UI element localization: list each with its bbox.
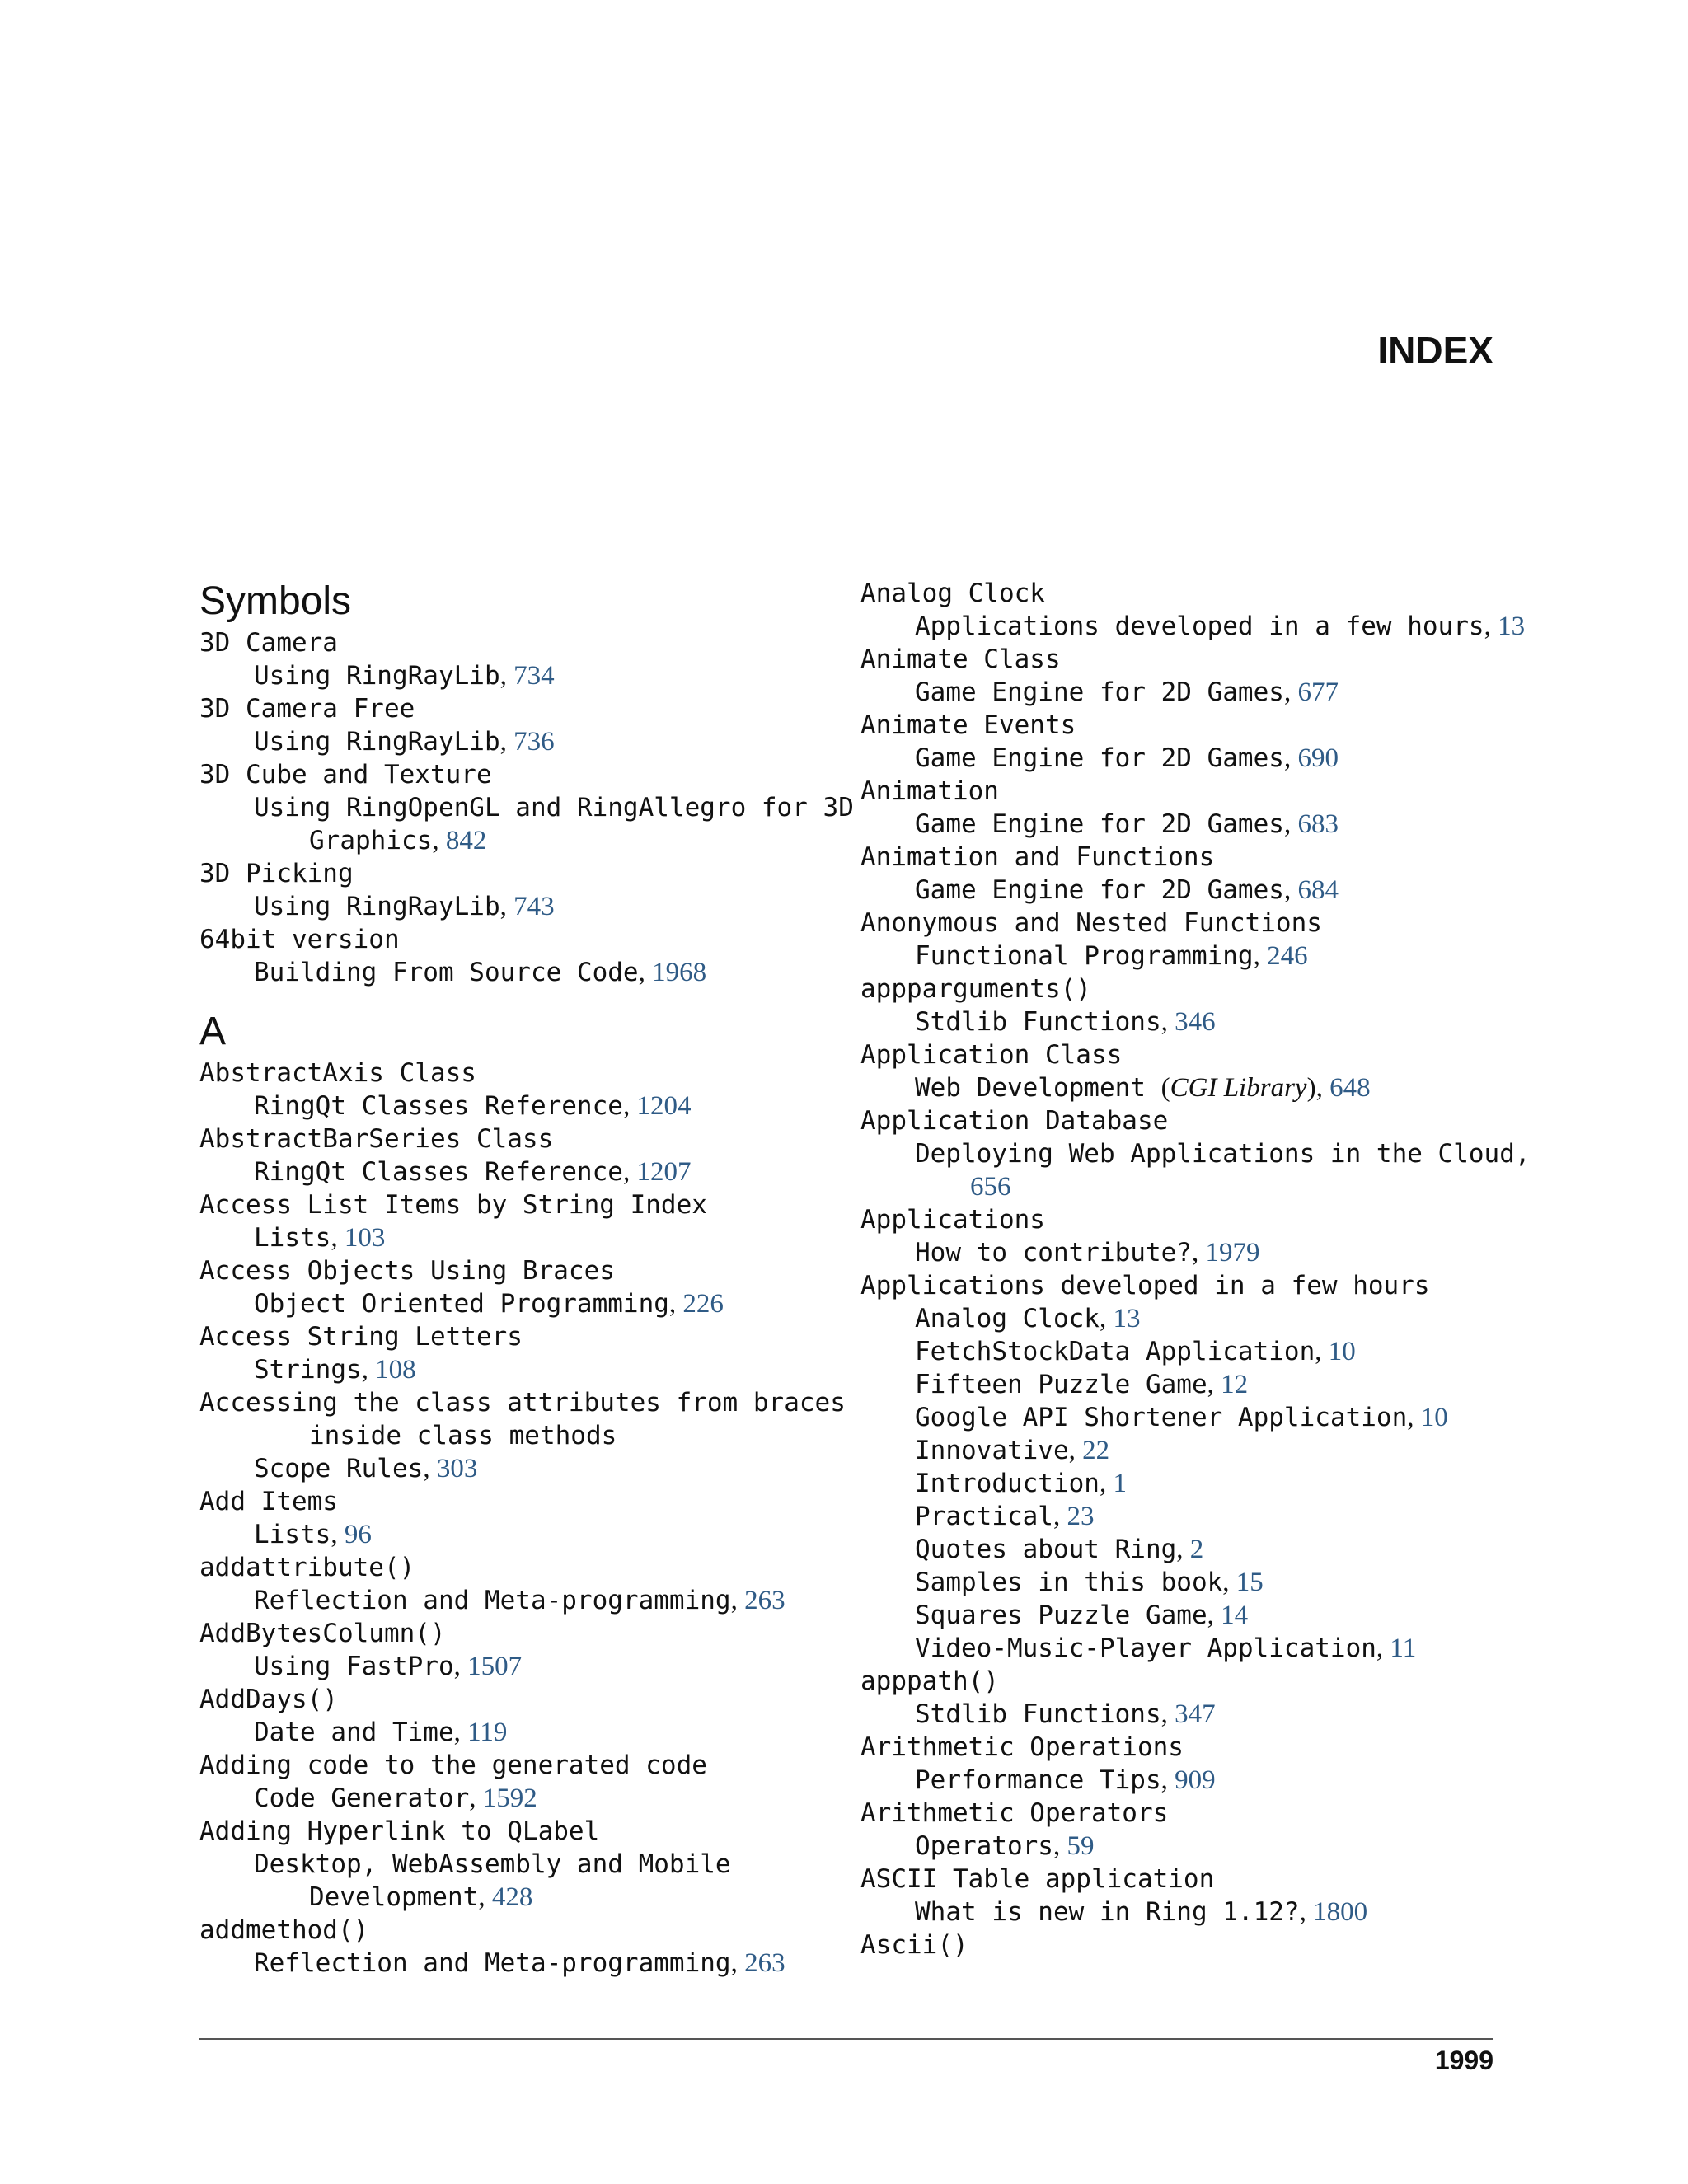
page-reference-link[interactable]: 656: [970, 1172, 1011, 1202]
index-entry: [199, 1485, 834, 1518]
entry-text: Stdlib Functions: [915, 1699, 1161, 1729]
index-column-left: [199, 577, 854, 1980]
index-subentry: Code Generator, 1592: [254, 1783, 537, 1813]
index-entry: [199, 1320, 834, 1353]
entry-text: Quotes about Ring: [915, 1535, 1177, 1564]
entry-text: Game Engine for 2D Games: [915, 743, 1284, 773]
page-reference-link[interactable]: 1592: [482, 1783, 537, 1813]
index-subentry: Game Engine for 2D Games, 683: [915, 809, 1339, 839]
entry-text: Using RingOpenGL and RingAllegro for 3D: [254, 793, 854, 823]
page-reference-link[interactable]: 246: [1267, 941, 1308, 971]
entry-text: Using RingRayLib: [254, 661, 500, 691]
entry-text: Practical: [915, 1502, 1053, 1531]
index-subentry: Google API Shortener Application, 10: [915, 1403, 1448, 1432]
index-entry: [860, 1929, 1503, 1961]
index-entry: [199, 1254, 834, 1287]
index-subentry: Functional Programming, 246: [915, 941, 1308, 971]
index-subentry: Operators, 59: [915, 1831, 1095, 1861]
page-reference-link[interactable]: 10: [1328, 1337, 1356, 1366]
entry-text: Operators: [915, 1831, 1053, 1861]
entry-text: Graphics: [309, 826, 433, 855]
page-reference-link[interactable]: 1507: [467, 1652, 523, 1681]
index-subentry: Samples in this book, 15: [915, 1568, 1264, 1597]
index-entry: [199, 857, 834, 890]
page-reference-link[interactable]: 648: [1329, 1073, 1371, 1103]
entry-text: Development: [309, 1882, 479, 1912]
page-reference-link[interactable]: 734: [513, 661, 555, 691]
entry-text: Game Engine for 2D Games: [915, 677, 1284, 707]
index-subentry: Using FastPro, 1507: [254, 1652, 523, 1681]
index-subentry: How to contribute?, 1979: [915, 1238, 1260, 1268]
page-reference-link[interactable]: 2: [1189, 1535, 1204, 1564]
index-subentry: Development, 428: [309, 1882, 533, 1912]
page-reference-link[interactable]: 23: [1067, 1502, 1095, 1531]
index-entry: [199, 1551, 834, 1584]
index-subentry: Lists, 96: [254, 1520, 372, 1549]
page-reference-link[interactable]: 683: [1297, 809, 1339, 839]
index-section-heading: A: [199, 1010, 227, 1053]
entry-text: Object Oriented Programming: [254, 1289, 669, 1319]
entry-text: Deploying Web Applications in the Cloud,: [915, 1139, 1531, 1169]
entry-text: Applications developed in a few hours: [860, 1271, 1430, 1301]
index-subentry: Scope Rules, 303: [254, 1454, 478, 1483]
entry-text: Desktop, WebAssembly and Mobile: [254, 1849, 731, 1879]
index-entry: [199, 626, 834, 659]
entry-text: Animate Events: [860, 710, 1076, 740]
index-subentry: Game Engine for 2D Games, 677: [915, 677, 1339, 707]
index-entry: [860, 972, 1503, 1005]
page-reference-link[interactable]: 263: [744, 1586, 785, 1615]
index-column-right: [860, 577, 1531, 1961]
index-subentry: Date and Time, 119: [254, 1718, 508, 1747]
entry-text: Animation: [860, 776, 999, 806]
index-subentry: Using RingRayLib, 743: [254, 892, 555, 921]
entry-text: AddBytesColumn(): [199, 1619, 446, 1648]
entry-text: Game Engine for 2D Games: [915, 875, 1284, 905]
page-reference-link[interactable]: 263: [744, 1948, 785, 1978]
index-entry: [199, 1617, 834, 1650]
entry-text: Application Database: [860, 1106, 1169, 1136]
index-entry: [860, 907, 1503, 940]
index-subentry: RingQt Classes Reference, 1204: [254, 1091, 692, 1121]
entry-text: AbstractAxis Class: [199, 1058, 476, 1088]
index-subentry: Stdlib Functions, 346: [915, 1007, 1216, 1037]
page-reference-link[interactable]: 119: [467, 1718, 508, 1747]
index-subentry: Innovative, 22: [915, 1436, 1110, 1465]
index-entry: [860, 1665, 1503, 1698]
entry-text: Web Development: [915, 1073, 1161, 1103]
entry-text: Access Objects Using Braces: [199, 1256, 615, 1286]
page-reference-link[interactable]: 690: [1297, 743, 1339, 773]
entry-text: Lists: [254, 1520, 331, 1549]
entry-text: AbstractBarSeries Class: [199, 1124, 554, 1154]
entry-text: Analog Clock: [860, 579, 1045, 608]
index-subentry: Practical, 23: [915, 1502, 1095, 1531]
page-title: INDEX: [1377, 329, 1493, 372]
index-entry: [860, 1863, 1503, 1896]
index-entry: [199, 1815, 834, 1848]
entry-text: Squares Puzzle Game: [915, 1601, 1207, 1630]
index-entry: [860, 1203, 1503, 1236]
index-subentry: Fifteen Puzzle Game, 12: [915, 1370, 1249, 1399]
entry-text: Using FastPro: [254, 1652, 454, 1681]
index-subentry: Stdlib Functions, 347: [915, 1699, 1216, 1729]
entry-text: Innovative: [915, 1436, 1069, 1465]
index-subentry: Using RingRayLib, 736: [254, 727, 555, 757]
entry-text: apppath(): [860, 1666, 999, 1696]
entry-text: Arithmetic Operators: [860, 1798, 1169, 1828]
entry-text: Scope Rules: [254, 1454, 424, 1483]
entry-text: Applications: [860, 1205, 1045, 1235]
page-reference-link[interactable]: 1979: [1205, 1238, 1260, 1268]
entry-text: Lists: [254, 1223, 331, 1253]
page-reference-link[interactable]: 22: [1082, 1436, 1110, 1465]
page-reference-link[interactable]: 428: [491, 1882, 533, 1912]
entry-text: 3D Camera Free: [199, 694, 415, 724]
entry-text: Strings: [254, 1355, 362, 1385]
entry-text: Applications developed in a few hours: [915, 612, 1484, 641]
page-reference-link[interactable]: 59: [1067, 1831, 1095, 1861]
entry-text: Add Items: [199, 1487, 338, 1516]
page-reference-link[interactable]: 10: [1420, 1403, 1448, 1432]
page-reference-link[interactable]: 736: [513, 727, 555, 757]
index-entry: [199, 923, 834, 956]
page-reference-link[interactable]: 1968: [652, 958, 707, 987]
page-reference-link[interactable]: 15: [1236, 1568, 1264, 1597]
entry-text: Fifteen Puzzle Game: [915, 1370, 1207, 1399]
page-reference-link[interactable]: 347: [1175, 1699, 1216, 1729]
index-subentry: [199, 791, 854, 824]
index-subentry: Analog Clock, 13: [915, 1304, 1141, 1333]
page-reference-link[interactable]: 108: [375, 1355, 416, 1385]
entry-text: 3D Cube and Texture: [199, 760, 492, 790]
index-entry: [199, 1122, 834, 1155]
page-reference-link[interactable]: 12: [1221, 1370, 1249, 1399]
page-reference-link[interactable]: 1800: [1313, 1897, 1368, 1927]
index-subentry: Introduction, 1: [915, 1469, 1127, 1498]
entry-text: FetchStockData Application: [915, 1337, 1315, 1366]
entry-text: Access List Items by String Index: [199, 1190, 707, 1220]
page-reference-link[interactable]: 1: [1113, 1469, 1127, 1498]
entry-text: Functional Programming: [915, 941, 1254, 971]
index-subentry: Building From Source Code, 1968: [254, 958, 707, 987]
index-subentry: Squares Puzzle Game, 14: [915, 1601, 1249, 1630]
entry-text: Reflection and Meta-programming: [254, 1948, 731, 1978]
entry-text: Accessing the class attributes from braces: [199, 1388, 846, 1418]
entry-text: Animate Class: [860, 644, 1061, 674]
entry-text: RingQt Classes Reference: [254, 1157, 623, 1187]
page-reference-link[interactable]: 909: [1175, 1765, 1216, 1795]
entry-text: addmethod(): [199, 1915, 369, 1945]
page-reference-link[interactable]: 842: [445, 826, 487, 855]
page-reference-link[interactable]: 743: [513, 892, 555, 921]
entry-text: Access String Letters: [199, 1322, 523, 1352]
entry-text: Application Class: [860, 1040, 1123, 1070]
page-reference-link[interactable]: 684: [1297, 875, 1339, 905]
page-reference-link[interactable]: 226: [682, 1289, 724, 1319]
index-subentry: [860, 1137, 1531, 1170]
page-reference-link[interactable]: 103: [344, 1223, 386, 1253]
index-entry: [199, 1914, 834, 1947]
index-subentry: Game Engine for 2D Games, 690: [915, 743, 1339, 773]
index-entry: [860, 1731, 1503, 1764]
entry-text: inside class methods: [309, 1421, 617, 1451]
entry-text: Adding code to the generated code: [199, 1750, 707, 1780]
index-entry: [199, 1386, 846, 1419]
entry-text: ASCII Table application: [860, 1864, 1215, 1894]
index-subentry: Graphics, 842: [309, 826, 487, 855]
page-reference-link[interactable]: 13: [1113, 1304, 1141, 1333]
entry-text: Anonymous and Nested Functions: [860, 908, 1322, 938]
index-entry: [860, 1038, 1503, 1071]
index-entry: [199, 758, 834, 791]
index-entry: [860, 1104, 1503, 1137]
index-entry: [199, 1188, 834, 1221]
index-subentry: Quotes about Ring, 2: [915, 1535, 1204, 1564]
index-entry: [199, 1057, 834, 1090]
index-entry: [199, 1749, 834, 1782]
page-reference-link[interactable]: 13: [1498, 612, 1526, 641]
index-subentry: Object Oriented Programming, 226: [254, 1289, 724, 1319]
entry-text: appparguments(): [860, 974, 1091, 1004]
index-subentry: Performance Tips, 909: [915, 1765, 1216, 1795]
index-subentry: [199, 1419, 834, 1452]
index-subentry: Video-Music-Player Application, 11: [915, 1633, 1417, 1663]
entry-text: Reflection and Meta-programming: [254, 1586, 731, 1615]
index-entry: [860, 709, 1503, 742]
entry-italic-text: CGI Library: [1170, 1073, 1307, 1103]
entry-text: addattribute(): [199, 1553, 415, 1582]
entry-text: AddDays(): [199, 1685, 338, 1714]
entry-text: Performance Tips: [915, 1765, 1161, 1795]
entry-text: Video-Music-Player Application: [915, 1633, 1376, 1663]
entry-text: 3D Camera: [199, 628, 338, 658]
index-subentry: What is new in Ring 1.12?, 1800: [915, 1897, 1368, 1927]
index-subentry: FetchStockData Application, 10: [915, 1337, 1356, 1366]
index-subentry: Using RingRayLib, 734: [254, 661, 555, 691]
entry-text: Adding Hyperlink to QLabel: [199, 1816, 600, 1846]
index-subentry: Lists, 103: [254, 1223, 386, 1253]
entry-text: Introduction: [915, 1469, 1100, 1498]
index-subentry: Reflection and Meta-programming, 263: [254, 1586, 785, 1615]
page-reference-link[interactable]: 1204: [636, 1091, 692, 1121]
entry-text: How to contribute?: [915, 1238, 1192, 1268]
page-reference-link[interactable]: 303: [436, 1454, 478, 1483]
index-entry: [860, 1797, 1503, 1830]
entry-text: Samples in this book: [915, 1568, 1223, 1597]
entry-text: What is new in Ring 1.12?: [915, 1897, 1300, 1927]
entry-text: Game Engine for 2D Games: [915, 809, 1284, 839]
page-reference-link[interactable]: 1207: [636, 1157, 692, 1187]
entry-text: Using RingRayLib: [254, 892, 500, 921]
index-entry: [860, 643, 1503, 676]
footer-divider: [199, 2038, 1493, 2040]
entry-text: Google API Shortener Application: [915, 1403, 1408, 1432]
entry-text: Stdlib Functions: [915, 1007, 1161, 1037]
entry-text: Animation and Functions: [860, 842, 1215, 872]
entry-text: Arithmetic Operations: [860, 1732, 1184, 1762]
index-subentry: Web Development (CGI Library), 648: [915, 1073, 1371, 1103]
index-entry: [199, 692, 834, 725]
index-entry: [860, 841, 1503, 874]
entry-text: Ascii(): [860, 1930, 968, 1960]
index-entry: [860, 577, 1503, 610]
index-section-heading: Symbols: [199, 579, 352, 623]
page-reference-link[interactable]: 677: [1297, 677, 1339, 707]
page-reference-link[interactable]: 346: [1175, 1007, 1216, 1037]
page-reference-link[interactable]: 96: [344, 1520, 372, 1549]
index-subentry: [860, 1170, 1503, 1203]
page-reference-link[interactable]: 14: [1221, 1601, 1249, 1630]
entry-text: RingQt Classes Reference: [254, 1091, 623, 1121]
page-reference-link[interactable]: 11: [1390, 1633, 1417, 1663]
page-number: 1999: [1434, 2046, 1493, 2075]
entry-text: Building From Source Code: [254, 958, 639, 987]
entry-text: Date and Time: [254, 1718, 454, 1747]
index-entry: [860, 775, 1503, 808]
entry-text: 3D Picking: [199, 859, 354, 888]
index-entry: [860, 1269, 1503, 1302]
index-subentry: Strings, 108: [254, 1355, 416, 1385]
index-subentry: Reflection and Meta-programming, 263: [254, 1948, 785, 1978]
entry-text: Code Generator: [254, 1783, 470, 1813]
index-subentry: [199, 1848, 834, 1881]
entry-text: Using RingRayLib: [254, 727, 500, 757]
entry-text: 64bit version: [199, 925, 400, 954]
index-subentry: Applications developed in a few hours, 13: [915, 612, 1526, 641]
index-subentry: RingQt Classes Reference, 1207: [254, 1157, 692, 1187]
entry-text: Analog Clock: [915, 1304, 1100, 1333]
index-entry: [199, 1683, 834, 1716]
index-subentry: Game Engine for 2D Games, 684: [915, 875, 1339, 905]
